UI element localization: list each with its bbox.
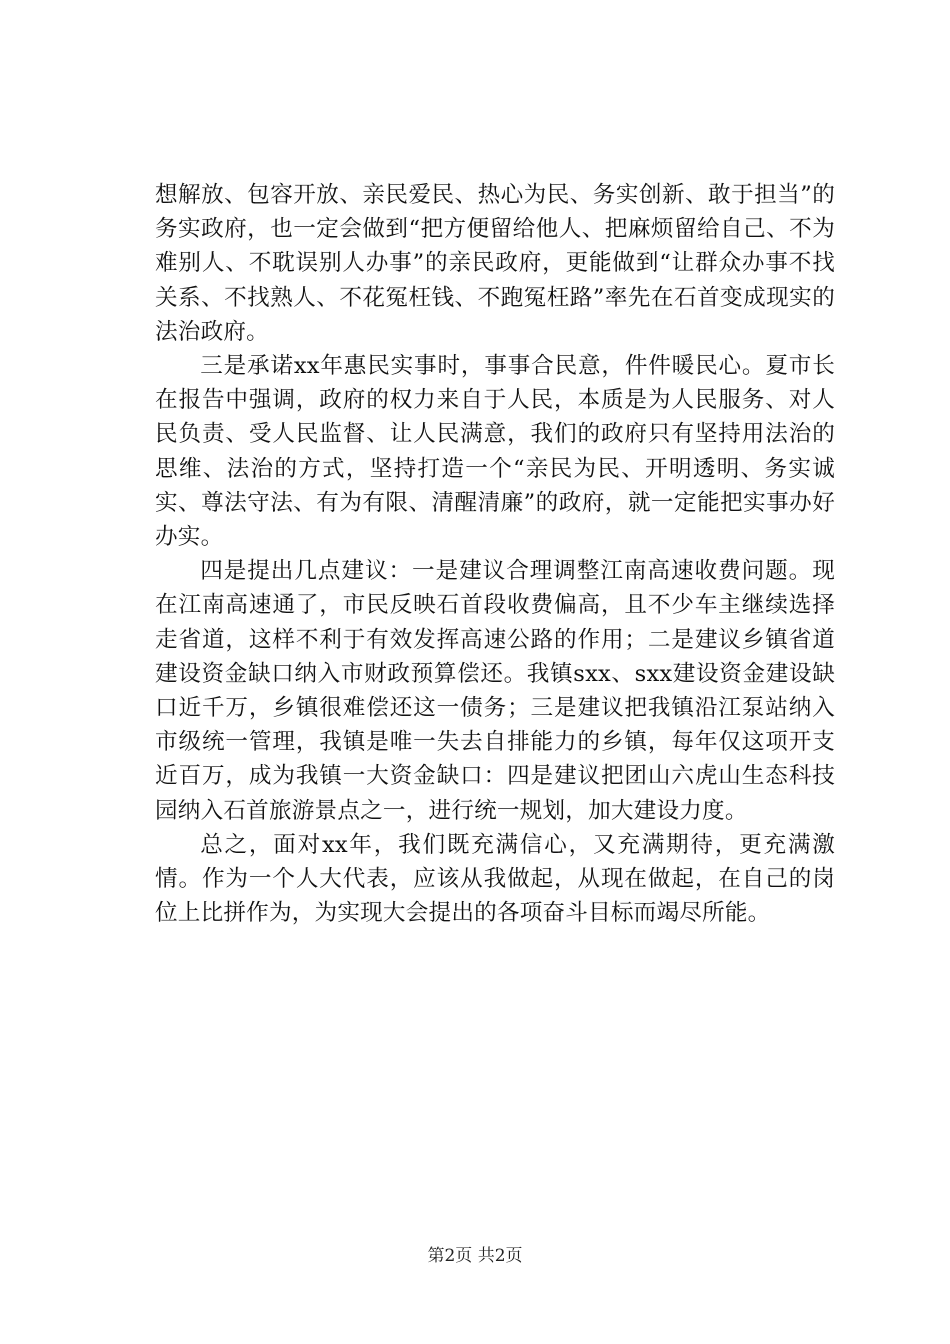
paragraph-conclusion: 总之，面对xx年，我们既充满信心，又充满期待，更充满激情。作为一个人大代表，应该从我做起，从现在做起，在自己的岗位上比拼作为，为实现大会提出的各项奋斗目标而竭尽所能。 bbox=[155, 831, 835, 927]
paragraph-point-three: 三是承诺xx年惠民实事时，事事合民意，件件暖民心。夏市长在报告中强调，政府的权力来自于人民，本质是为人民服务、对人民负责、受人民监督、让人民满意，我们的政府只有坚持用法治的思维、法治的方式，坚持打造一个“亲民为民、开明透明、务实诚实、尊法守法、有为有限、清醒清廉”的政府，就一定能把实事办好办实。 bbox=[155, 353, 835, 551]
paragraph-continuation: 想解放、包容开放、亲民爱民、热心为民、务实创新、敢于担当”的务实政府，也一定会做到“把方便留给他人、把麻烦留给自己、不为难别人、不耽误别人办事”的亲民政府，更能做到“让群众办事不找关系、不找熟人、不花冤枉钱、不跑冤枉路”率先在石首变成现实的法治政府。 bbox=[155, 182, 835, 345]
page-footer: 第2页 共2页 bbox=[427, 1246, 523, 1266]
paragraph-point-four: 四是提出几点建议：一是建议合理调整江南高速收费问题。现在江南高速通了，市民反映石首段收费偏高，且不少车主继续选择走省道，这样不利于有效发挥高速公路的作用；二是建议乡镇省道建设资金缺口纳入市财政预算偿还。我镇sxx、sxx建设资金建设缺口近千万，乡镇很难偿还这一债务；三是建议把我镇沿江泵站纳入市级统一管理，我镇是唯一失去自排能力的乡镇，每年仅这项开支近百万，成为我镇一大资金缺口：四是建议把团山六虎山生态科技园纳入石首旅游景点之一，进行统一规划，加大建设力度。 bbox=[155, 558, 835, 824]
document-body bbox=[155, 178, 835, 930]
